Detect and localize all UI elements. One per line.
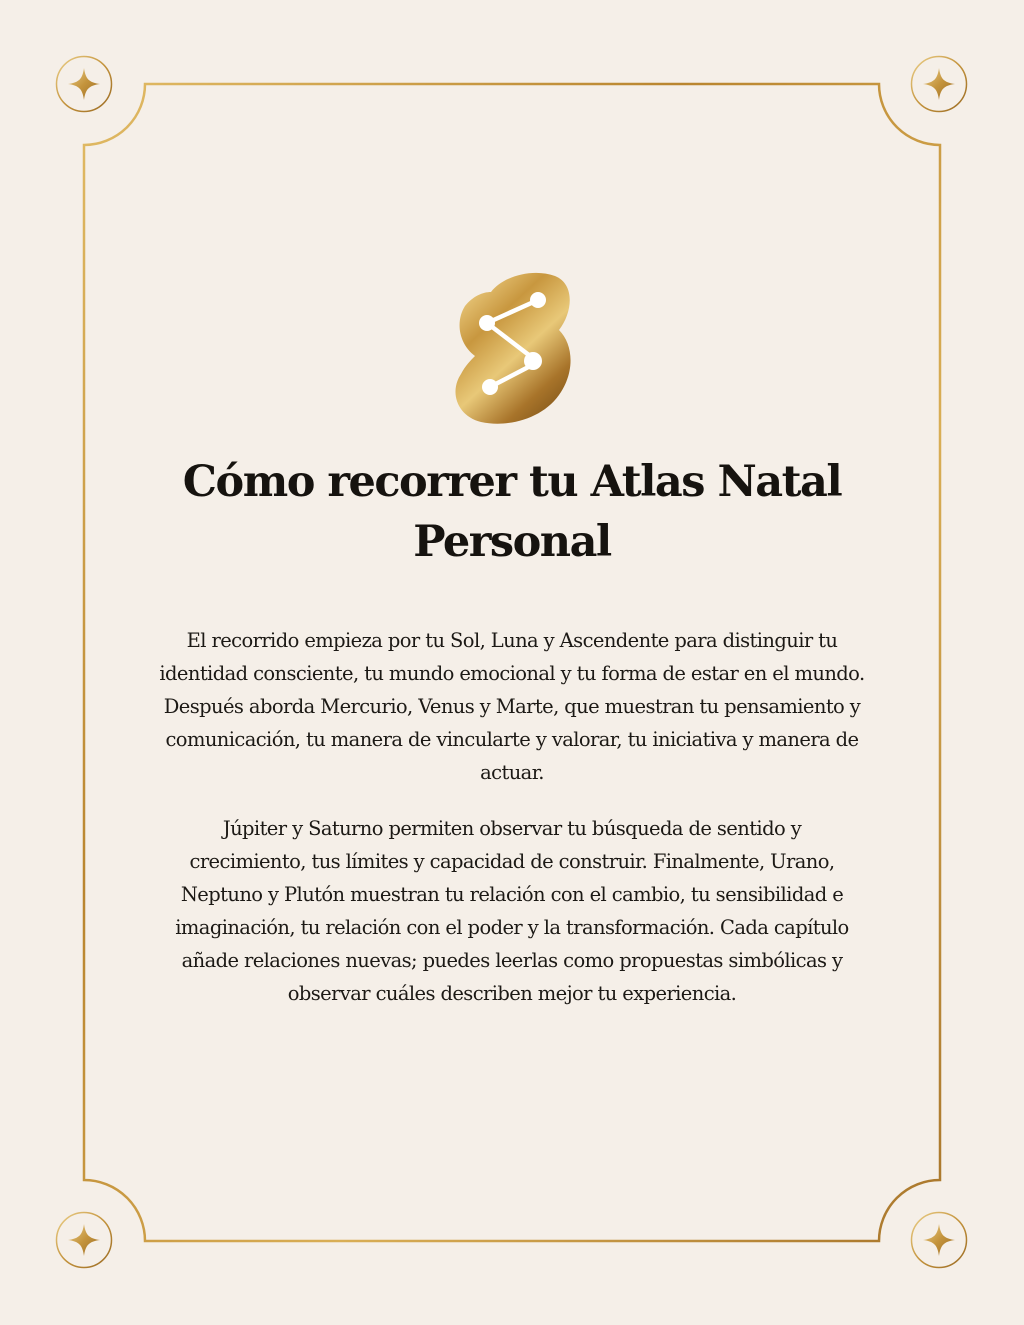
second-paragraph: Júpiter y Saturno permiten observar tu búsqueda de sentido y crecimiento, tus límites y capacidad de construir. Finalmente, Urano, Neptuno y Plutón muestran tu relación con el cambio, tu sensibilidad e imaginación, tu relación con el poder y la transformación. Cada capítulo añade relaciones nuevas; puedes leerlas como propuestas simbólicas y observar cuáles describen mejor tu experiencia. [175, 817, 849, 1005]
four-point-star-icon [55, 55, 113, 113]
four-point-star-icon [910, 55, 968, 113]
four-point-star-icon [910, 1211, 968, 1269]
page-title: Cómo recorrer tu Atlas Natal Personal [182, 457, 842, 567]
four-point-star-icon [55, 1211, 113, 1269]
intro-paragraph: El recorrido empieza por tu Sol, Luna y Ascendente para distinguir tu identidad consciente, tu mundo emocional y tu forma de estar en el mundo. Después aborda Mercurio, Venus y Marte, que muestran tu pensamiento y comunicación, tu manera de vincularte y valorar, tu iniciativa y manera de actuar. [159, 629, 865, 784]
constellation-s-logo-icon [451, 270, 573, 426]
